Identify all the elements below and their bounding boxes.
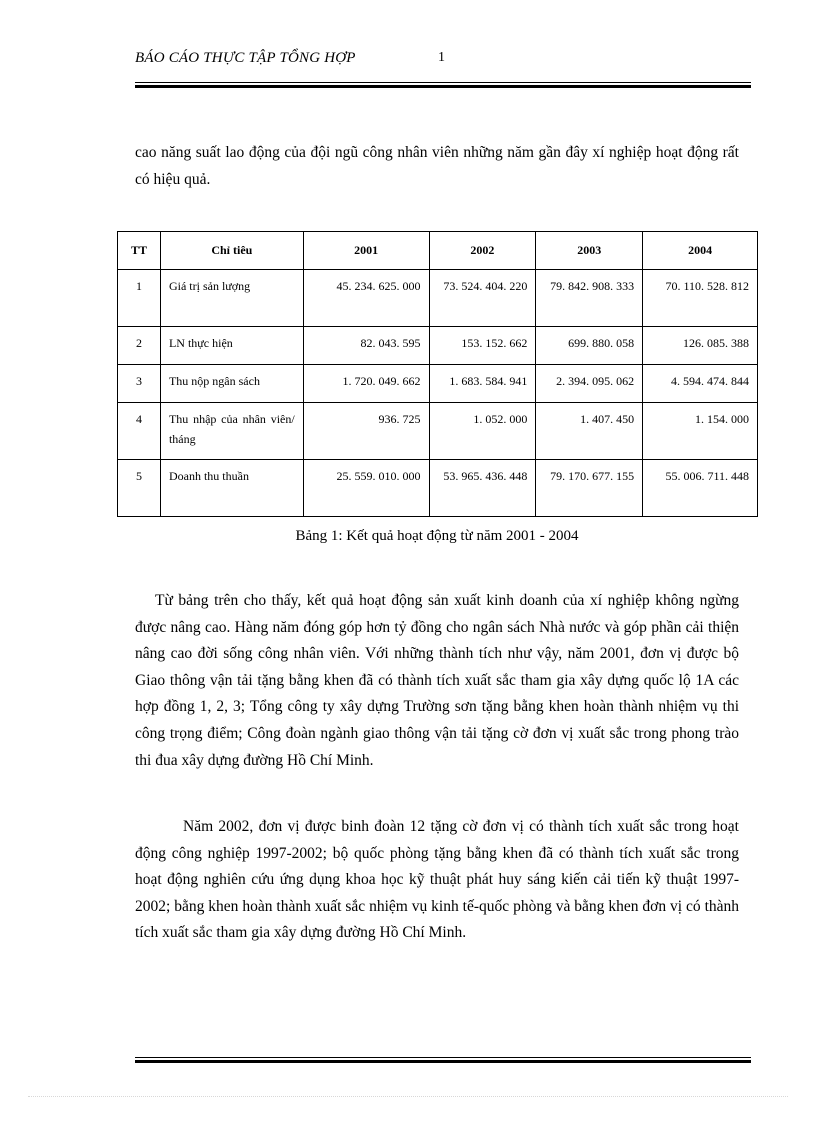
table-row <box>118 270 758 327</box>
page-number: 1 <box>438 50 445 65</box>
intro-paragraph: cao năng suất lao động của đội ngũ công nhân viên những năm gần đây xí nghiệp hoạt động rất có hiệu quả. <box>135 144 739 188</box>
value-2002: 73. 524. 404. 220 <box>429 270 536 327</box>
row-index: 1 <box>118 270 161 327</box>
indicator-name: LN thực hiện <box>160 327 303 365</box>
header-2004: 2004 <box>643 232 758 270</box>
header-tt: TT <box>118 232 161 270</box>
value-2003: 699. 880. 058 <box>536 327 643 365</box>
value-2003: 1. 407. 450 <box>536 403 643 460</box>
value-2004: 4. 594. 474. 844 <box>643 365 758 403</box>
table-row <box>118 365 758 403</box>
body-paragraph: Từ bảng trên cho thấy, kết quả hoạt động sản xuất kinh doanh của xí nghiệp không ngừng được nâng cao. Hàng năm đóng góp hơn tỷ đồng cho ngân sách Nhà nước và góp phần cải thiện nâng cao đời sống công nhân viên. Với những thành tích như vậy, năm 2001, đơn vị được bộ Giao thông vận tải tặng bằng khen đã có thành tích xuất sắc tham gia xây dựng quốc lộ 1A các hợp đồng 1, 2, 3; Tổng công ty xây dựng Trường sơn tặng bằng khen hoàn thành nhiệm vụ thi công trọng điểm; Công đoàn ngành giao thông vận tải tặng cờ đơn vị xuất sắc trong phong trào thi đua xây dựng đường Hồ Chí Minh. <box>135 592 739 769</box>
header-divider <box>135 82 751 88</box>
indicator-name: Giá trị sản lượng <box>160 270 303 327</box>
indicator-name: Thu nộp ngân sách <box>160 365 303 403</box>
footer-divider <box>135 1057 751 1063</box>
value-2002: 53. 965. 436. 448 <box>429 460 536 517</box>
report-title: BÁO CÁO THỰC TẬP TỔNG HỢP <box>135 50 356 66</box>
page-bottom-dotted-line <box>28 1096 788 1097</box>
table-row <box>118 327 758 365</box>
table-header-row <box>118 232 758 270</box>
value-2002: 1. 683. 584. 941 <box>429 365 536 403</box>
value-2001: 1. 720. 049. 662 <box>303 365 429 403</box>
value-2003: 79. 170. 677. 155 <box>536 460 643 517</box>
value-2001: 45. 234. 625. 000 <box>303 270 429 327</box>
table-caption: Bảng 1: Kết quả hoạt động từ năm 2001 - 2004 <box>295 528 579 544</box>
value-2002: 1. 052. 000 <box>429 403 536 460</box>
table-row <box>118 403 758 460</box>
indicator-name: Thu nhập của nhân viên/ tháng <box>160 403 303 460</box>
body-paragraph: Năm 2002, đơn vị được binh đoàn 12 tặng cờ đơn vị có thành tích xuất sắc trong hoạt động công nghiệp 1997-2002; bộ quốc phòng tặng bằng khen đã có thành tích xuất sắc trong hoạt động nghiên cứu ứng dụng khoa học kỹ thuật phát huy sáng kiến cải tiến kỹ thuật 1997-2002; bằng khen hoàn thành xuất sắc nhiệm vụ kinh tế-quốc phòng và bằng khen đơn vị có thành tích xuất sắc tham gia xây dựng đường Hồ Chí Minh. <box>135 818 739 942</box>
row-index: 4 <box>118 403 161 460</box>
header-indicator: Chỉ tiêu <box>160 232 303 270</box>
row-index: 2 <box>118 327 161 365</box>
value-2004: 126. 085. 388 <box>643 327 758 365</box>
value-2001: 82. 043. 595 <box>303 327 429 365</box>
indicator-name: Doanh thu thuần <box>160 460 303 517</box>
page-header <box>135 48 751 72</box>
value-2004: 1. 154. 000 <box>643 403 758 460</box>
value-2003: 2. 394. 095. 062 <box>536 365 643 403</box>
value-2001: 936. 725 <box>303 403 429 460</box>
value-2004: 55. 006. 711. 448 <box>643 460 758 517</box>
header-2003: 2003 <box>536 232 643 270</box>
table-row <box>118 460 758 517</box>
row-index: 3 <box>118 365 161 403</box>
value-2003: 79. 842. 908. 333 <box>536 270 643 327</box>
header-2002: 2002 <box>429 232 536 270</box>
row-index: 5 <box>118 460 161 517</box>
results-table <box>117 231 758 517</box>
value-2002: 153. 152. 662 <box>429 327 536 365</box>
value-2001: 25. 559. 010. 000 <box>303 460 429 517</box>
header-2001: 2001 <box>303 232 429 270</box>
value-2004: 70. 110. 528. 812 <box>643 270 758 327</box>
